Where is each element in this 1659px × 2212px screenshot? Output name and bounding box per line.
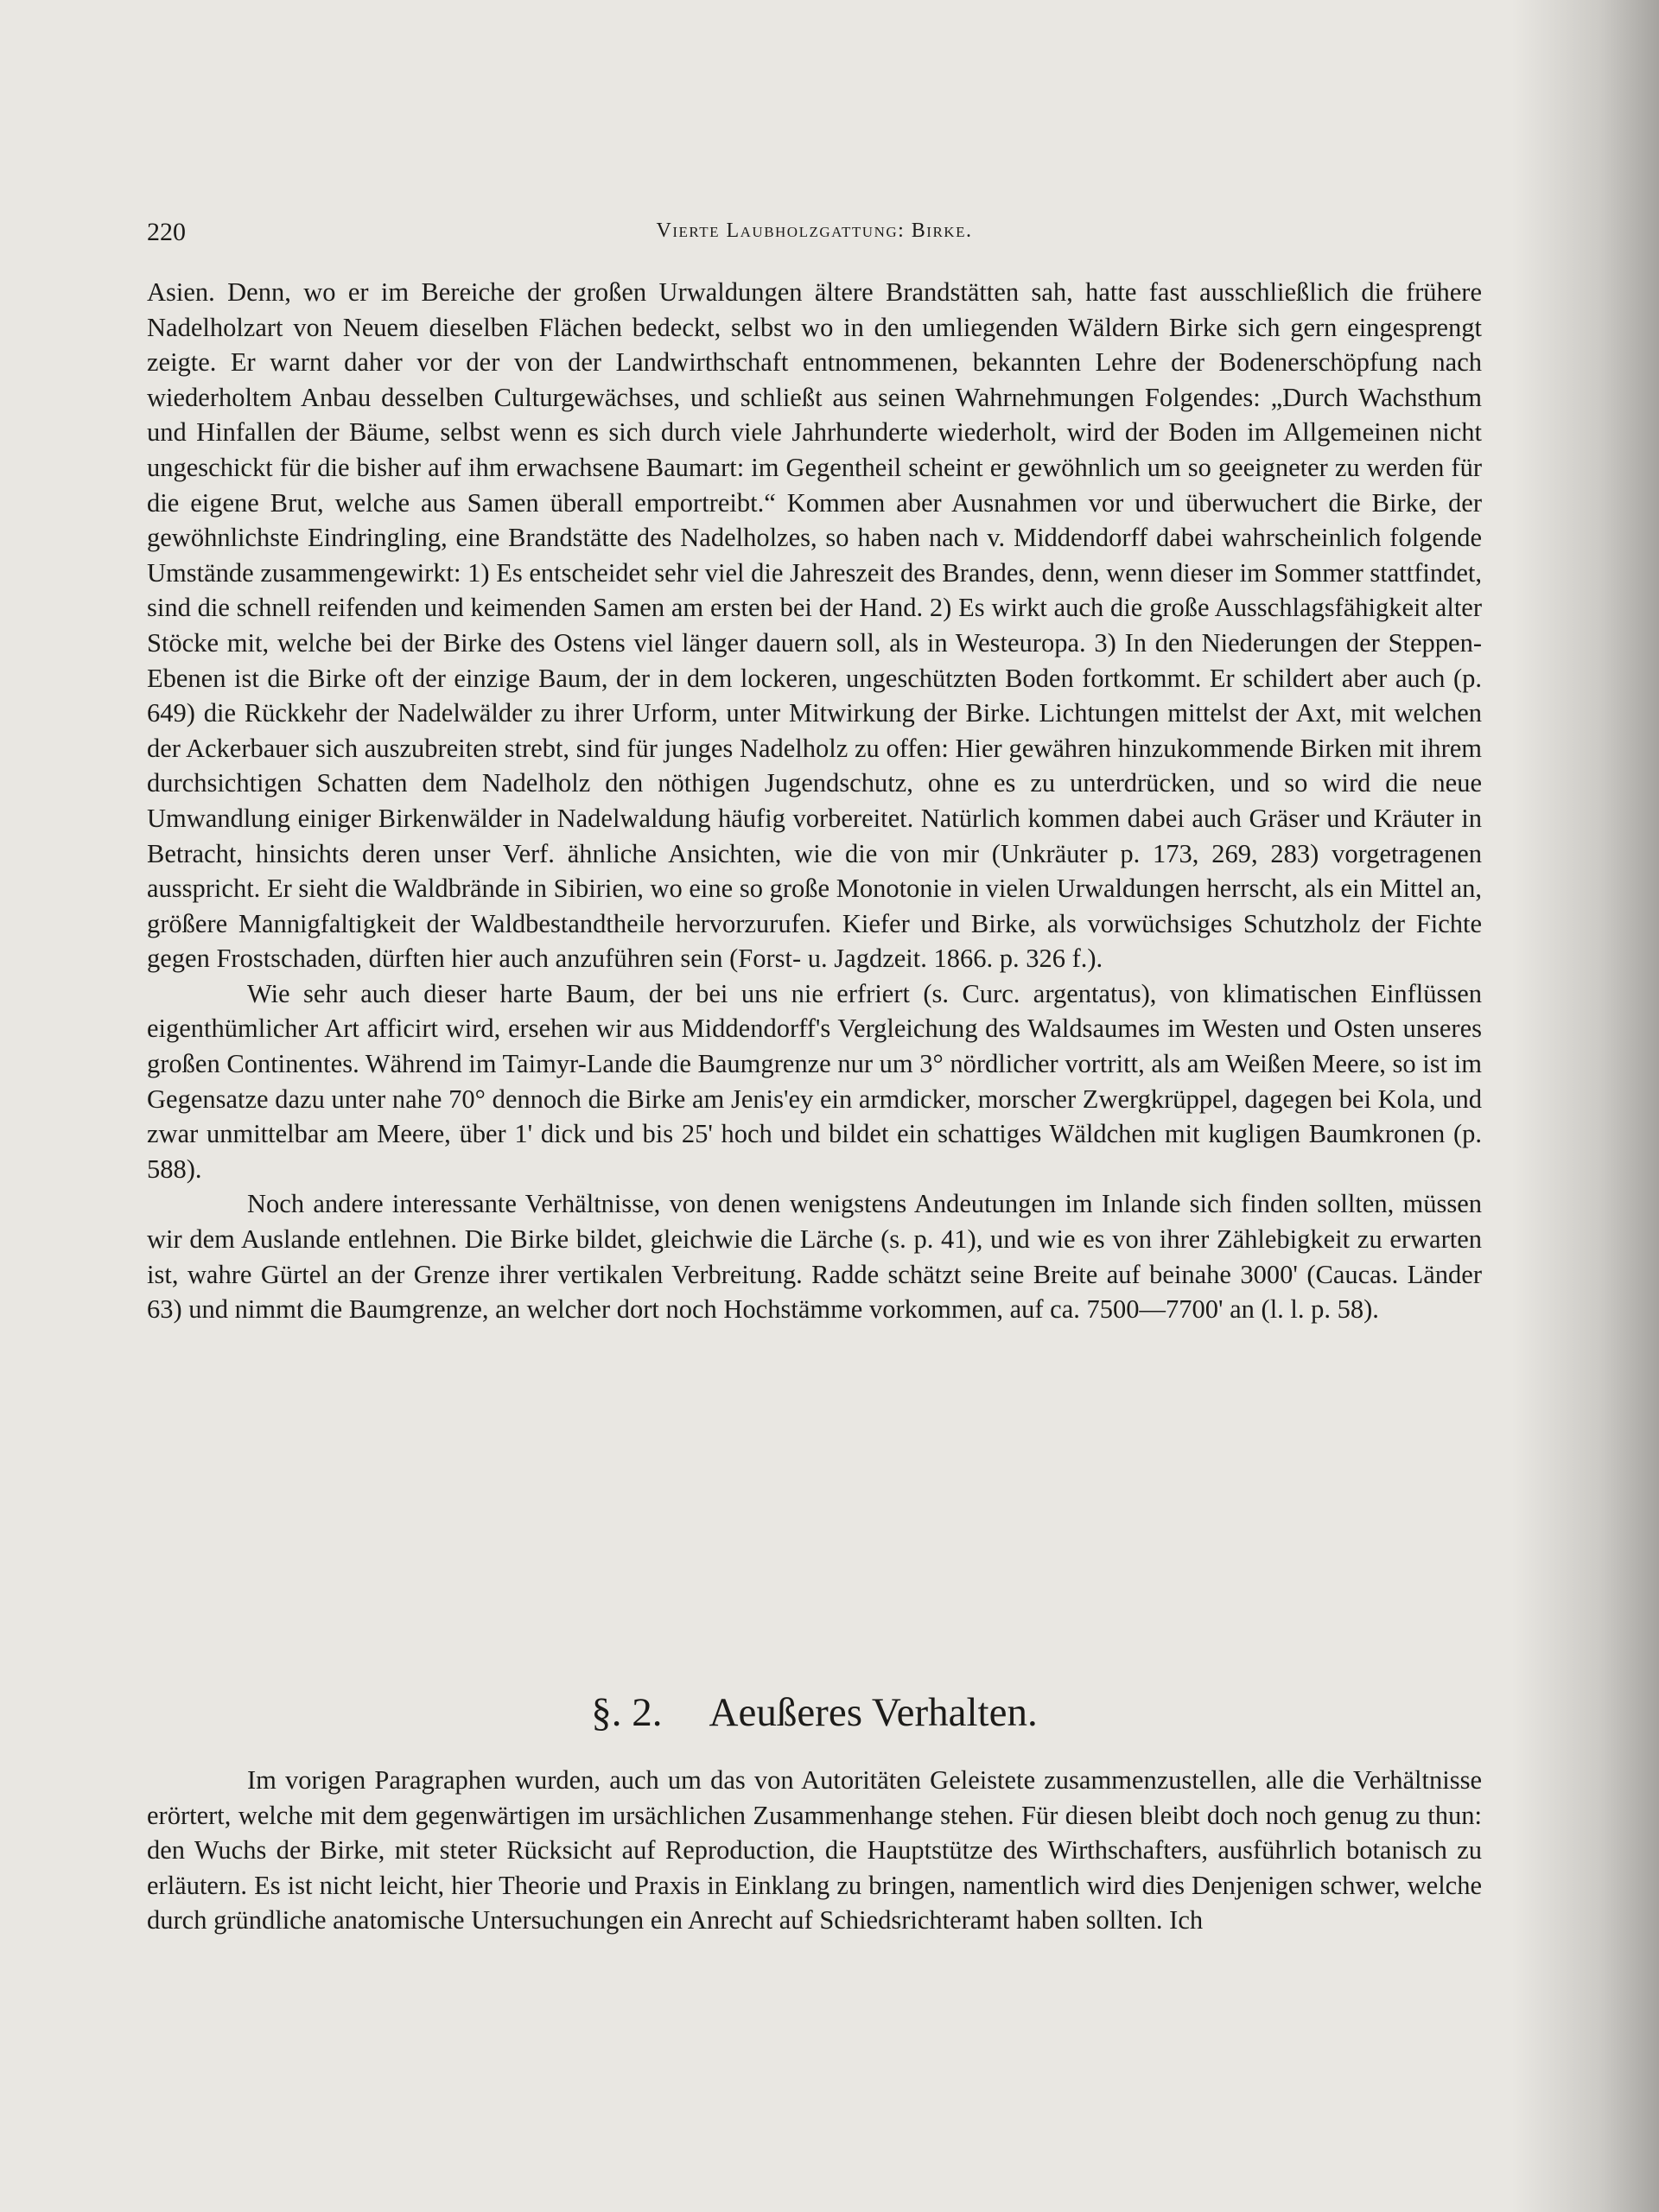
paragraph-vertical-distribution: Noch andere interessante Verhältnisse, von denen wenigstens Andeutungen im Inlande sich finden sollten, müssen wir dem Auslande entlehnen. Die Birke bildet, gleichwie die Lärche (s. p. 41), und wie es von ihrer Zählebigkeit zu erwarten ist, wahre Gürtel an der Grenze ihrer vertikalen Verbreitung. Radde schätzt seine Breite auf beinahe 3000' (Caucas. Länder 63) und nimmt die Baumgrenze, an welcher dort noch Hochstämme vorkommen, auf ca. 7500—7700' an (l. l. p. 58). xyxy=(147,1189,1482,1325)
section-title: Aeußeres Verhalten. xyxy=(709,1690,1038,1735)
section-paragraph: Im vorigen Paragraphen wurden, auch um das von Autoritäten Geleistete zusammenzustellen, alle die Verhältnisse erörtert, welche mit dem gegenwärtigen im ursächlichen Zusammenhange stehen. Für diesen bleibt doch noch genug zu thun: den Wuchs der Birke, mit steter Rücksicht auf Reproduction, die Hauptstütze des Wirthschafters, ausführlich botanisch zu erläutern. Es ist nicht leicht, hier Theorie und Praxis in Einklang zu bringen, namentlich wird dies Denjenigen schwer, welche durch gründliche anatomische Untersuchungen ein Anrecht auf Schiedsrichteramt haben sollten. Ich xyxy=(147,1765,1482,1936)
page-edge-shadow xyxy=(1512,0,1659,2212)
paragraph-climate: Wie sehr auch dieser harte Baum, der bei uns nie erfriert (s. Curc. argentatus), von klimatischen Einflüssen eigenthümlicher Art afficirt wird, ersehen wir aus Middendorff's Vergleichung des Waldsaumes im Westen und Osten unseres großen Continentes. Während im Taimyr-Lande die Baumgrenze nur um 3° nördlicher vortritt, als am Weißen Meere, so ist im Gegensatze dazu unter nahe 70° dennoch die Birke am Jenis'ey ein armdicker, morscher Zwergkrüppel, dagegen bei Kola, und zwar unmittelbar am Meere, über 1' dick und bis 25' hoch und bildet ein schattiges Wäldchen mit kugligen Baumkronen (p. 588). xyxy=(147,978,1482,1184)
section-heading xyxy=(147,1687,1482,1738)
section-number: §. 2. xyxy=(591,1690,663,1735)
running-head: Vierte Laubholzgattung: Birke. xyxy=(656,219,973,242)
main-text xyxy=(147,275,1482,1327)
page-number: 220 xyxy=(147,218,186,246)
paragraph-continuation: Asien. Denn, wo er im Bereiche der großen Urwaldungen ältere Brandstätten sah, hatte fast ausschließlich die frühere Nadelholzart von Neuem dieselben Flächen bedeckt, selbst wo in den umliegenden Wäldern Birke sich gern eingesprengt zeigte. Er warnt daher vor der von der Landwirthschaft entnommenen, bekannten Lehre der Bodenerschöpfung nach wiederholtem Anbau desselben Culturgewächses, und schließt aus seinen Wahrnehmungen Folgendes: „Durch Wachsthum und Hinfallen der Bäume, selbst wenn es sich durch viele Jahrhunderte wiederholt, wird der Boden im Allgemeinen nicht ungeschickt für die bisher auf ihm erwachsene Baumart: im Gegentheil scheint er gewöhnlich um so geeigneter zu werden für die eigene Brut, welche aus Samen überall emportreibt.“ Kommen aber Ausnahmen vor und überwuchert die Birke, der gewöhnlichste Eindringling, eine Brandstätte des Nadelholzes, so haben nach v. Middendorff dabei wahrscheinlich folgende Umstände zusammengewirkt: 1) Es entscheidet sehr viel die Jahreszeit des Brandes, denn, wenn dieser im Sommer stattfindet, sind die schnell reifenden und keimenden Samen am ersten bei der Hand. 2) Es wirkt auch die große Ausschlagsfähigkeit alter Stöcke mit, welche bei der Birke des Ostens viel länger dauern soll, als in Westeuropa. 3) In den Niederungen der Steppen-Ebenen ist die Birke oft der einzige Baum, der in dem lockeren, ungeschützten Boden fortkommt. Er schildert aber auch (p. 649) die Rückkehr der Nadelwälder zu ihrer Urform, unter Mitwirkung der Birke. Lichtungen mittelst der Axt, mit welchen der Ackerbauer sich auszubreiten strebt, sind für junges Nadelholz zu offen: Hier gewähren hinzukommende Birken mit ihrem durchsichtigen Schatten dem Nadelholz den nöthigen Jugendschutz, ohne es zu unterdrücken, und so wird die neue Umwandlung einiger Birkenwälder in Nadelwaldung häufig vorbereitet. Natürlich kommen dabei auch Gräser und Kräuter in Betracht, hinsichts deren unser Verf. ähnliche Ansichten, wie die von mir (Unkräuter p. 173, 269, 283) vorgetragenen ausspricht. Er sieht die Waldbrände in Sibirien, wo eine so große Monotonie in vielen Urwaldungen herrscht, als ein Mittel an, größere Mannigfaltigkeit der Waldbestandtheile hervorzurufen. Kiefer und Birke, als vorwüchsiges Schutzholz der Fichte gegen Frostschaden, dürften hier auch anzuführen sein (Forst- u. Jagdzeit. 1866. p. 326 f.). xyxy=(147,277,1482,974)
page-header xyxy=(147,218,1482,252)
section-text xyxy=(147,1763,1482,1938)
